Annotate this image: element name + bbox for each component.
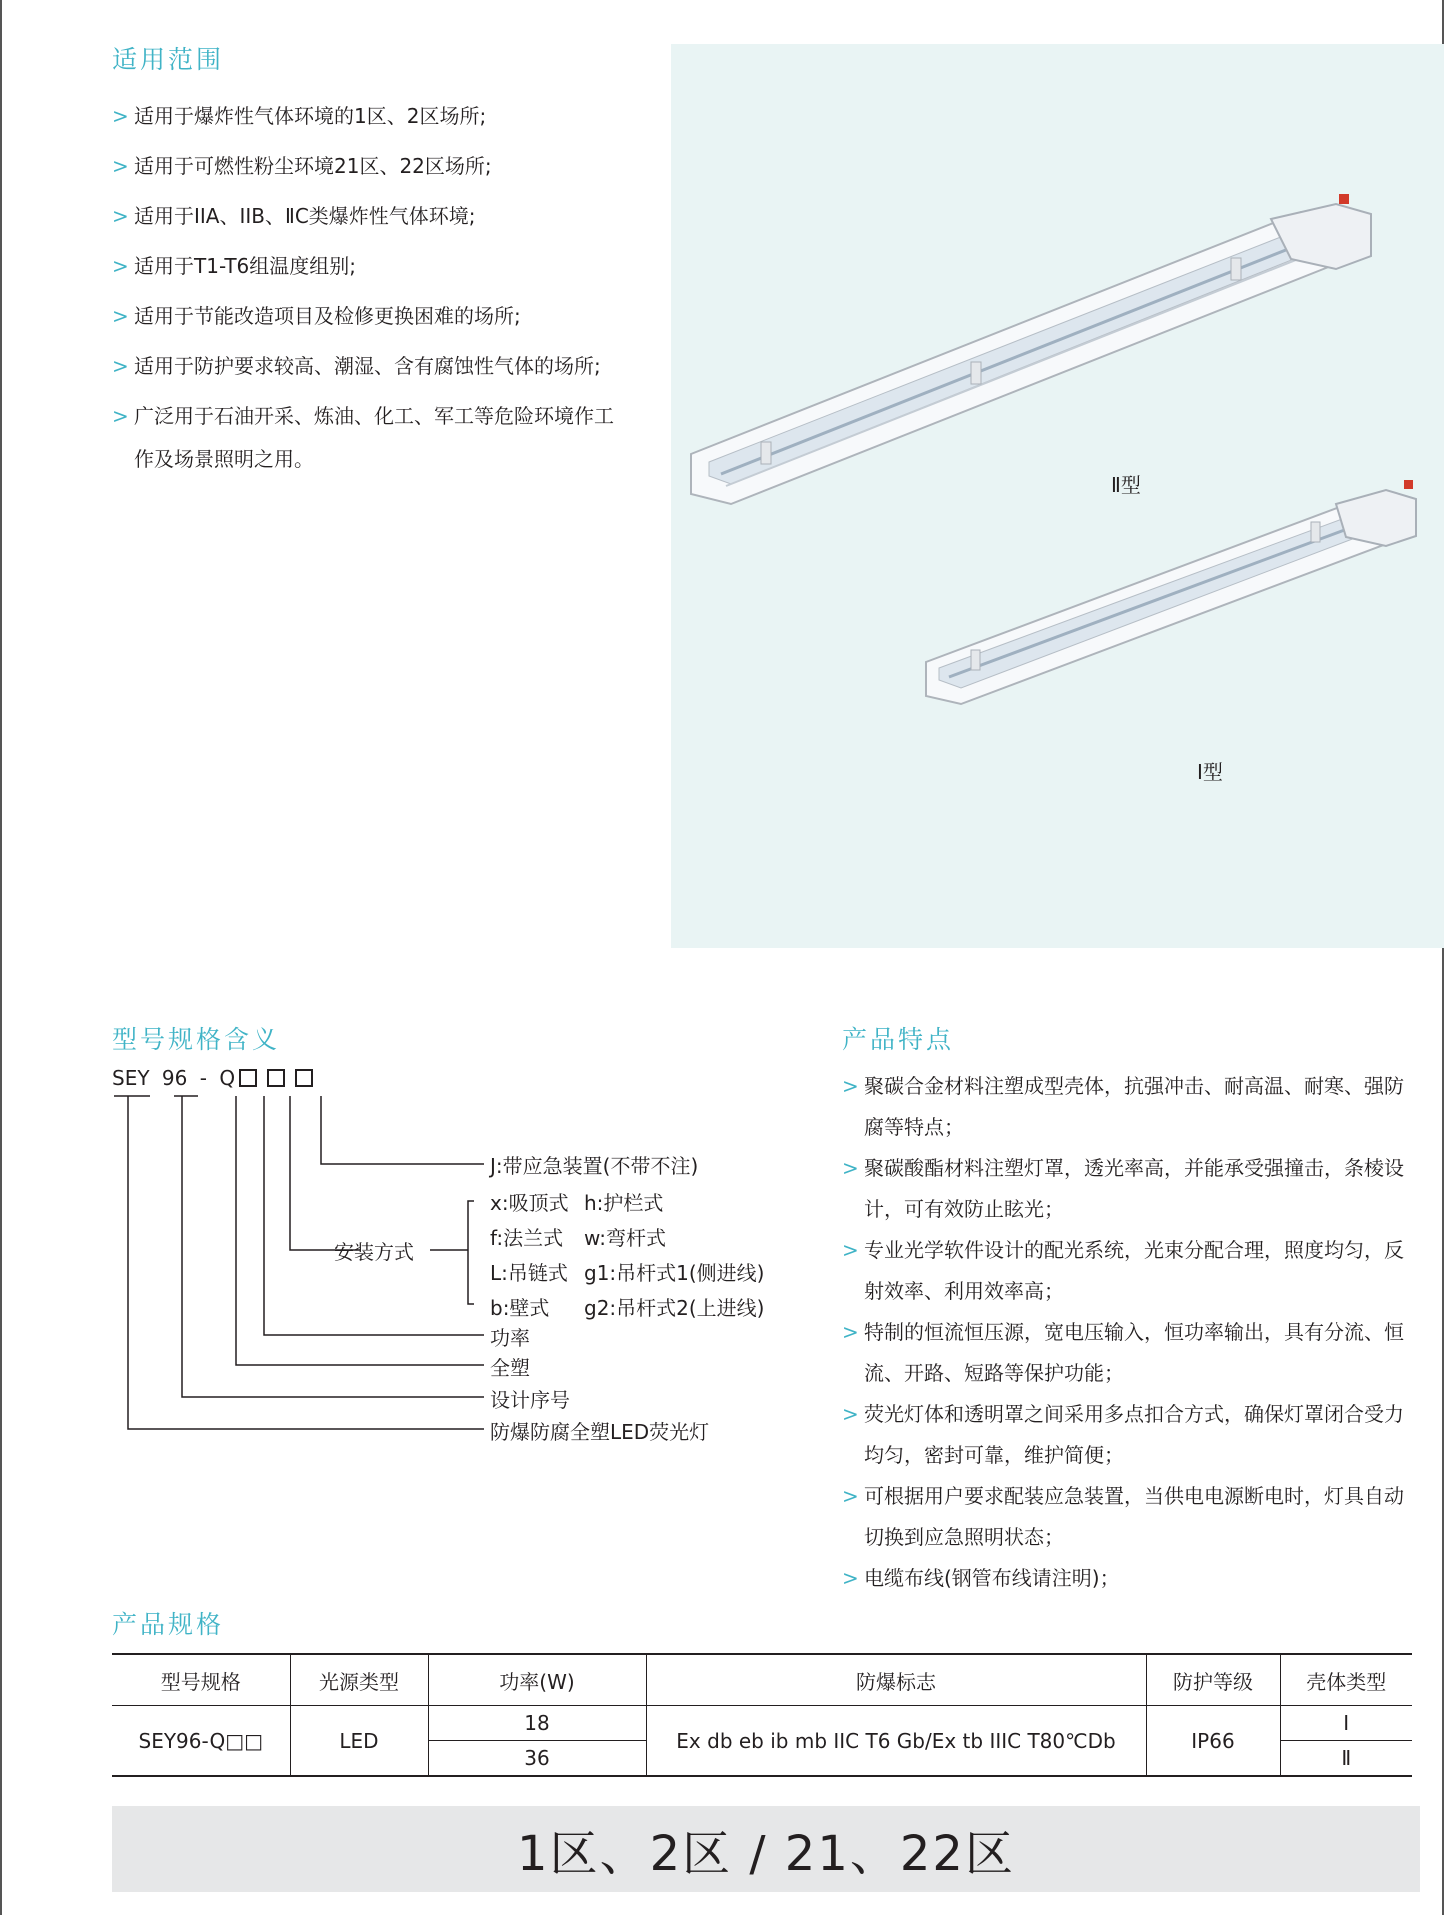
table-row	[112, 1706, 1412, 1741]
model-cell: SEY96-Q□□	[112, 1706, 290, 1777]
type2-lamp-image	[691, 194, 1371, 504]
list-item: > 电缆布线(钢管布线请注明)；	[842, 1558, 1422, 1599]
model-title: 型号规格含义	[112, 1025, 281, 1054]
list-item: > 适用于T1-T6组温度组别;	[112, 245, 632, 288]
code-q: Q	[219, 1066, 236, 1090]
housing-type-cell: Ⅰ	[1280, 1706, 1412, 1741]
list-item: > 适用于爆炸性气体环境的1区、2区场所;	[112, 95, 632, 138]
install-g2: g2:吊杆式2(上进线)	[584, 1296, 765, 1320]
list-item: > 聚碳酸酯材料注塑灯罩，透光率高，并能承受强撞击，条棱设计，可有效防止眩光；	[842, 1148, 1422, 1230]
list-item: > 专业光学软件设计的配光系统，光束分配合理，照度均匀，反射效率、利用效率高；	[842, 1230, 1422, 1312]
install-b: b:壁式	[490, 1296, 550, 1320]
page-frame-left	[0, 0, 2, 1915]
list-item: > 特制的恒流恒压源，宽电压输入，恒功率输出，具有分流、恒流、开路、短路等保护功能；	[842, 1312, 1422, 1394]
install-h: h:护栏式	[584, 1191, 664, 1215]
install-x: x:吸顶式	[490, 1191, 569, 1215]
source-cell: LED	[290, 1706, 428, 1777]
table-header: 光源类型	[290, 1654, 428, 1706]
features-title: 产品特点	[842, 1025, 955, 1054]
application-list	[112, 95, 632, 488]
ip-cell: IP66	[1146, 1706, 1280, 1777]
install-f: f:法兰式	[490, 1226, 564, 1250]
list-item: > 适用于IIA、IIB、ⅡC类爆炸性气体环境;	[112, 195, 632, 238]
table-header: 型号规格	[112, 1654, 290, 1706]
application-title: 适用范围	[112, 45, 225, 74]
model-code-diagram	[112, 1066, 792, 1466]
emergency-label: J:带应急装置(不带不注)	[490, 1154, 699, 1178]
table-header: 壳体类型	[1280, 1654, 1412, 1706]
list-item: > 适用于节能改造项目及检修更换困难的场所;	[112, 295, 632, 338]
zone-banner: 1区、2区 / 21、22区	[112, 1806, 1420, 1892]
type2-label: Ⅱ型	[1111, 473, 1141, 497]
power-cell: 36	[428, 1741, 646, 1777]
lamp-illustration	[671, 44, 1444, 948]
serial-label: 设计序号	[490, 1388, 570, 1412]
list-item: > 适用于可燃性粉尘环境21区、22区场所;	[112, 145, 632, 188]
list-item: > 聚碳合金材料注塑成型壳体，抗强冲击、耐高温、耐寒、强防腐等特点；	[842, 1066, 1422, 1148]
code-prefix: SEY	[112, 1066, 150, 1090]
code-dash: -	[199, 1066, 207, 1090]
list-item: > 适用于防护要求较高、潮湿、含有腐蚀性气体的场所;	[112, 345, 632, 388]
spec-table	[112, 1653, 1412, 1777]
list-item: > 广泛用于石油开采、炼油、化工、军工等危险环境作工作及场景照明之用。	[112, 395, 632, 481]
housing-type-cell: Ⅱ	[1280, 1741, 1412, 1777]
install-l: L:吊链式	[490, 1261, 568, 1285]
install-label: 安装方式	[334, 1240, 414, 1264]
lamp-type-label: 防爆防腐全塑LED荧光灯	[490, 1420, 710, 1444]
table-header-row	[112, 1654, 1412, 1706]
plastic-label: 全塑	[490, 1356, 530, 1380]
install-g1: g1:吊杆式1(侧进线)	[584, 1261, 765, 1285]
power-cell: 18	[428, 1706, 646, 1741]
spec-title: 产品规格	[112, 1610, 225, 1639]
product-photo-area	[671, 44, 1444, 948]
ex-mark-cell: Ex db eb ib mb IIC T6 Gb/Ex tb IIIC T80℃Db	[646, 1706, 1146, 1777]
power-label: 功率	[490, 1326, 530, 1350]
list-item: > 可根据用户要求配装应急装置，当供电电源断电时，灯具自动切换到应急照明状态；	[842, 1476, 1422, 1558]
table-header: 防爆标志	[646, 1654, 1146, 1706]
table-header: 功率(W)	[428, 1654, 646, 1706]
type1-lamp-image	[926, 480, 1416, 704]
features-list	[842, 1066, 1422, 1599]
install-w: w:弯杆式	[584, 1226, 667, 1250]
type1-label: Ⅰ型	[1197, 760, 1223, 784]
table-header: 防护等级	[1146, 1654, 1280, 1706]
code-number: 96	[161, 1066, 188, 1090]
list-item: > 荧光灯体和透明罩之间采用多点扣合方式，确保灯罩闭合受力均匀，密封可靠，维护简便；	[842, 1394, 1422, 1476]
